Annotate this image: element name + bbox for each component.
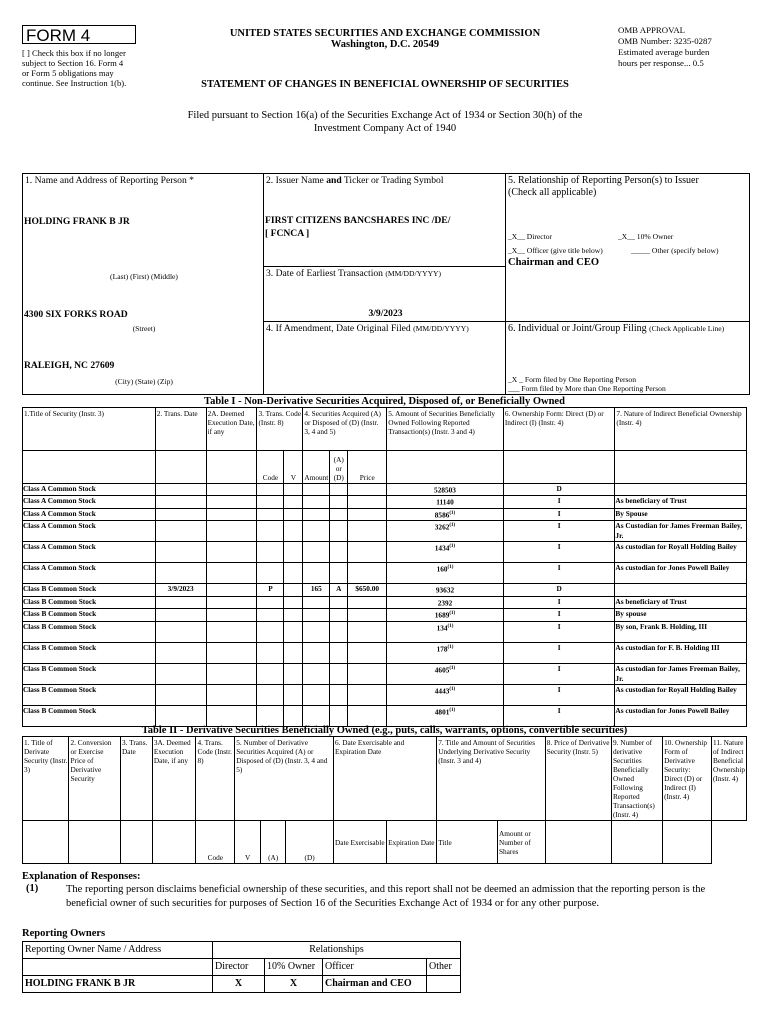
cell-form: D [503, 584, 615, 596]
cell-owned: 11140 [387, 496, 504, 508]
cell-date [155, 642, 206, 663]
cell-nature: As custodian for Jones Powell Bailey [615, 563, 747, 584]
cell-nature: As custodian for Royall Holding Bailey [615, 684, 747, 705]
cell-form: I [503, 496, 615, 508]
issuer-name: FIRST CITIZENS BANCSHARES INC /DE/ [265, 215, 451, 226]
cell-amount [303, 563, 330, 584]
statement-title: STATEMENT OF CHANGES IN BENEFICIAL OWNERSHIP OF SECURITIES [201, 79, 569, 90]
cell-nature: By spouse [615, 609, 747, 621]
cell-amount [303, 684, 330, 705]
earliest-date: 3/9/2023 [368, 308, 403, 319]
cell-form: I [503, 542, 615, 563]
owners-heading: Reporting Owners [22, 928, 106, 939]
cell-price [348, 621, 387, 642]
cell-price [348, 684, 387, 705]
filed-pursuant: Filed pursuant to Section 16(a) of the Securities Exchange Act of 1934 or Section 30(h) of the Investment Company Act of 1940 [187, 110, 583, 134]
other-check: _____ Other (specify below) [631, 246, 719, 255]
cell-date: 3/9/2023 [155, 584, 206, 596]
table-row [23, 684, 747, 705]
footnote-ref: (1) [449, 611, 456, 617]
cell-ad [330, 508, 348, 520]
ticker: [ FCNCA ] [265, 228, 310, 239]
cell-amount [303, 521, 330, 542]
table-row [23, 542, 747, 563]
table1-title: Table I - Non-Derivative Securities Acquired, Disposed of, or Beneficially Owned [204, 396, 565, 407]
cell-price [348, 521, 387, 542]
footnote-ref: (1) [447, 565, 454, 571]
box-relationship: 5. Relationship of Reporting Person(s) to Issuer (Check all applicable) _X__ Director _X__ 10% Owner _X__ Officer (give title below) _____ Other (specify below) Chairman and CEO [505, 173, 750, 322]
footnote-ref: (1) [449, 665, 456, 671]
form-title: FORM 4 [22, 25, 136, 44]
cell-amount [303, 609, 330, 621]
checkbox-note: [ ] Check this box if no longer subject to Section 16. Form 4 or Form 5 obligations may continue. See Instruction 1(b). [22, 48, 127, 88]
cell-amount [303, 484, 330, 496]
box-filing-type: 6. Individual or Joint/Group Filing (Check Applicable Line) _X _ Form filed by One Reporting Person ___ Form filed by More than One Reporting Person [505, 321, 750, 395]
cell-title: Class B Common Stock [23, 584, 156, 596]
omb-approval: OMB APPROVAL OMB Number: 3235-0287 Estimated average burden hours per response... 0.5 [618, 25, 712, 68]
cell-ad [330, 684, 348, 705]
table-row [23, 609, 747, 621]
cell-amount [303, 508, 330, 520]
cell-code [257, 496, 284, 508]
cell-price [348, 705, 387, 726]
cell-code [257, 563, 284, 584]
cell-date [155, 609, 206, 621]
cell-price [348, 496, 387, 508]
cell-nature: As beneficiary of Trust [615, 596, 747, 608]
cell-owned: 4443$^{(1)}$ [387, 684, 504, 705]
cell-title: Class B Common Stock [23, 609, 156, 621]
cell-title: Class A Common Stock [23, 542, 156, 563]
table-row [23, 584, 747, 596]
cell-amount [303, 705, 330, 726]
cell-title: Class B Common Stock [23, 596, 156, 608]
cell-nature [615, 584, 747, 596]
cell-owned: 8586$^{(1)}$ [387, 508, 504, 520]
cell-nature: By son, Frank B. Holding, III [615, 621, 747, 642]
officer-title: Chairman and CEO [508, 257, 600, 268]
explanation-heading: Explanation of Responses: [22, 871, 141, 882]
cell-price [348, 542, 387, 563]
cell-price [348, 609, 387, 621]
cell-owned: 2392 [387, 596, 504, 608]
footnote-ref: (1) [447, 644, 454, 650]
table-row [23, 621, 747, 642]
reporting-person-name: HOLDING FRANK B JR [24, 216, 130, 227]
cell-price [348, 508, 387, 520]
cell-date [155, 521, 206, 542]
cell-ad [330, 705, 348, 726]
cell-code [257, 484, 284, 496]
director-check: _X__ Director [508, 232, 553, 241]
city: RALEIGH, NC 27609 [24, 360, 115, 371]
cell-title: Class B Common Stock [23, 642, 156, 663]
cell-code [257, 521, 284, 542]
cell-owned: 528503 [387, 484, 504, 496]
cell-amount [303, 542, 330, 563]
cell-amount [303, 596, 330, 608]
cell-ad [330, 484, 348, 496]
footnote-ref: (1) [447, 623, 454, 629]
cell-date [155, 542, 206, 563]
cell-title: Class A Common Stock [23, 521, 156, 542]
footnote-ref: (1) [449, 523, 456, 529]
cell-price [348, 663, 387, 684]
cell-date [155, 508, 206, 520]
table-row [23, 663, 747, 684]
table-nonderivative: 1.Title of Security (Instr. 3) 2. Trans. Date 2A. Deemed Execution Date, if any 3. Trans. Code (Instr. 8) 4. Securities Acquired (A) or Disposed of (D) (Instr. 3, 4 and 5) 5. Amount of Securities Beneficially Owned Following Reported Transaction(s) (Instr. 3 and 4) 6. Ownership Form: Direct (D) or Indirect (I) (Instr. 4) 7. Nature of Indirect Beneficial Ownership (Instr. 4) Code V Amount (A) or (D) Price Class A Common Stock 528503 D Class A Common Stock 11140 I As beneficiary of Trust Class A Common Stock 8586$^{(1)}$ I By Spouse Class A Common Stock 3262$^{(1)}$ I As Custodian for James Freeman Bailey, Jr. Class A Common Stock 1434$^{(1)}$ I As custodian for Royall Holding Bailey Class A Common Stock 160$^{(1)}$ I As custodian for Jones Powell Bailey Class B Common Stock 3/9/2023 P 165 A $650.00 93632 D Class B Common Stock 2392 I As beneficiary of Trust Class B Common Stock 1689$^{(1)}$ I By spouse Class B Common Stock 134$^{(1)}$ I By son, Frank B. Holding, III Class B Common Stock 178$^{(1)}$ I As custodian for F. B. Holding III Class B Common Stock 4605$^{(1)}$ I As custodian for James Freeman Bailey, Jr. Class B Common Stock 4443$^{(1)}$ I As custodian for Royall Holding Bailey Class B Common Stock 4801$^{(1)}$ I As custodian for Jones Powell Bailey [22, 407, 747, 727]
cell-nature: By Spouse [615, 508, 747, 520]
cell-nature [615, 484, 747, 496]
table-row [23, 484, 747, 496]
cell-form: D [503, 484, 615, 496]
cell-ad [330, 542, 348, 563]
cell-owned: 1689$^{(1)}$ [387, 609, 504, 621]
cell-date [155, 684, 206, 705]
cell-code [257, 705, 284, 726]
cell-amount [303, 496, 330, 508]
cell-nature: As beneficiary of Trust [615, 496, 747, 508]
cell-code [257, 642, 284, 663]
cell-nature: As custodian for F. B. Holding III [615, 642, 747, 663]
cell-ad: A [330, 584, 348, 596]
table-row [23, 508, 747, 520]
cell-nature: As custodian for Jones Powell Bailey [615, 705, 747, 726]
table-row [23, 521, 747, 542]
cell-price: $650.00 [348, 584, 387, 596]
cell-title: Class B Common Stock [23, 621, 156, 642]
cell-form: I [503, 705, 615, 726]
cell-code [257, 609, 284, 621]
cell-nature: As custodian for Royall Holding Bailey [615, 542, 747, 563]
agency-header: UNITED STATES SECURITIES AND EXCHANGE COMMISSION Washington, D.C. 20549 [229, 28, 541, 50]
cell-title: Class B Common Stock [23, 705, 156, 726]
table2-title: Table II - Derivative Securities Beneficially Owned (e.g., puts, calls, warrants, options, convertible securities) [141, 725, 628, 736]
cell-code [257, 596, 284, 608]
cell-date [155, 663, 206, 684]
cell-title: Class A Common Stock [23, 563, 156, 584]
cell-date [155, 621, 206, 642]
cell-title: Class B Common Stock [23, 663, 156, 684]
cell-ad [330, 521, 348, 542]
footnote-ref: (1) [449, 544, 456, 550]
ten-pct-check: _X__ 10% Owner [618, 232, 674, 241]
table-row [23, 596, 747, 608]
cell-title: Class B Common Stock [23, 684, 156, 705]
cell-code [257, 684, 284, 705]
cell-title: Class A Common Stock [23, 508, 156, 520]
cell-ad [330, 663, 348, 684]
cell-owned: 134$^{(1)}$ [387, 621, 504, 642]
cell-ad [330, 596, 348, 608]
cell-date [155, 563, 206, 584]
reporting-owners-table: Reporting Owner Name / Address Relationships Director 10% Owner Officer Other HOLDING FRANK B JR X X Chairman and CEO [22, 941, 461, 993]
cell-owned: 93632 [387, 584, 504, 596]
cell-amount [303, 663, 330, 684]
footnote-ref: (1) [449, 686, 456, 692]
cell-owned: 160$^{(1)}$ [387, 563, 504, 584]
cell-date [155, 705, 206, 726]
box-amendment: 4. If Amendment, Date Original Filed (MM/DD/YYYY) [263, 321, 506, 395]
table-derivative: 1. Title of Derivate Security (Instr. 3) 2. Conversion or Exercise Price of Derivative Security 3. Trans. Date 3A. Deemed Execution Date, if any 4. Trans. Code (Instr. 8) 5. Number of Derivative Securities Acquired (A) or Disposed of (D) (Instr. 3, 4 and 5) 6. Date Exercisable and Expiration Date 7. Title and Amount of Securities Underlying Derivative Security (Instr. 3 and 4) 8. Price of Derivative Security (Instr. 5) 9. Number of derivative Securities Beneficially Owned Following Reported Transaction(s) (Instr. 4) 10. Ownership Form of Derivative Security: Direct (D) or Indirect (I) (Instr. 4) 11. Nature of Indirect Beneficial Ownership (Instr. 4) Code V (A) (D) Date Exercisable Expiration Date Title Amount or Number of Shares [24, 738, 746, 862]
cell-amount [303, 621, 330, 642]
box-issuer: 2. Issuer Name and Ticker or Trading Symbol FIRST CITIZENS BANCSHARES INC /DE/ [ FCNCA ] [263, 173, 506, 267]
cell-form: I [503, 508, 615, 520]
box-earliest-date: 3. Date of Earliest Transaction (MM/DD/YYYY) 3/9/2023 [263, 266, 506, 322]
cell-nature: As custodian for James Freeman Bailey, Jr. [615, 663, 747, 684]
cell-owned: 4605$^{(1)}$ [387, 663, 504, 684]
footnote-text: The reporting person disclaims beneficial ownership of these securities, and this report shall not be deemed an admission that the reporting person is the beneficial owner of such securities for purposes of Section 16 of the Securities Exchange Act of 1934 or for any other purpose. [66, 884, 706, 909]
cell-form: I [503, 621, 615, 642]
cell-title: Class A Common Stock [23, 496, 156, 508]
cell-ad [330, 621, 348, 642]
footnote-ref: (1) [449, 510, 456, 516]
cell-code [257, 621, 284, 642]
cell-date [155, 596, 206, 608]
cell-ad [330, 642, 348, 663]
box-reporting-person: 1. Name and Address of Reporting Person * HOLDING FRANK B JR (Last) (First) (Middle) 4300 SIX FORKS ROAD (Street) RALEIGH, NC 27609 (City) (State) (Zip) [22, 173, 264, 395]
cell-code [257, 663, 284, 684]
cell-price [348, 596, 387, 608]
cell-ad [330, 496, 348, 508]
cell-amount: 165 [303, 584, 330, 596]
table-row [23, 642, 747, 663]
cell-nature: As Custodian for James Freeman Bailey, Jr. [615, 521, 747, 542]
cell-form: I [503, 684, 615, 705]
cell-form: I [503, 521, 615, 542]
cell-price [348, 642, 387, 663]
footnote-ref: (1) [449, 707, 456, 713]
cell-owned: 4801$^{(1)}$ [387, 705, 504, 726]
cell-form: I [503, 596, 615, 608]
owner-name: HOLDING FRANK B JR [23, 976, 213, 993]
cell-form: I [503, 663, 615, 684]
cell-price [348, 563, 387, 584]
cell-title: Class A Common Stock [23, 484, 156, 496]
cell-owned: 3262$^{(1)}$ [387, 521, 504, 542]
table-row [23, 705, 747, 726]
cell-date [155, 484, 206, 496]
cell-ad [330, 609, 348, 621]
cell-amount [303, 642, 330, 663]
cell-form: I [503, 609, 615, 621]
cell-owned: 178$^{(1)}$ [387, 642, 504, 663]
table-row [23, 563, 747, 584]
cell-code [257, 508, 284, 520]
cell-code [257, 542, 284, 563]
street: 4300 SIX FORKS ROAD [24, 309, 128, 320]
cell-form: I [503, 642, 615, 663]
cell-ad [330, 563, 348, 584]
cell-form: I [503, 563, 615, 584]
table-row [23, 496, 747, 508]
cell-price [348, 484, 387, 496]
cell-owned: 1434$^{(1)}$ [387, 542, 504, 563]
cell-code: P [257, 584, 284, 596]
footnote-number: (1) [26, 883, 39, 894]
cell-date [155, 496, 206, 508]
officer-check: _X__ Officer (give title below) [508, 246, 603, 255]
